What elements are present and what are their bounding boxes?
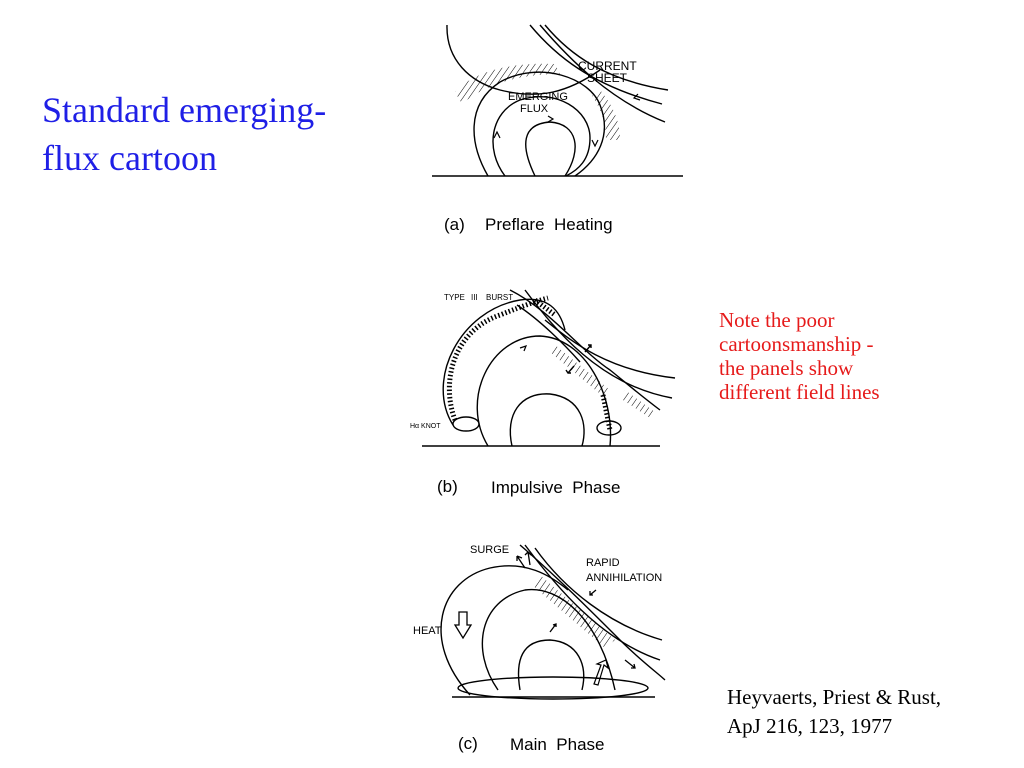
panel-a-label-emerging: EMERGING: [508, 91, 568, 103]
citation-line-2: ApJ 216, 123, 1977: [727, 714, 893, 738]
panel-b-label-roman: III: [471, 293, 478, 302]
citation-line-1: Heyvaerts, Priest & Rust,: [727, 685, 942, 709]
slide-title-line-1: Standard emerging-: [42, 90, 327, 130]
panel-c-arrow-icon: [590, 590, 596, 595]
panel-b-caption: Impulsive Phase: [491, 478, 621, 497]
panel-a-label-current: CURRENT: [578, 59, 637, 73]
panel-c-caption: Main Phase: [510, 735, 605, 754]
note-line-1: Note the poor: [719, 308, 835, 332]
slide-title-line-2: flux cartoon: [42, 138, 217, 178]
panel-a-arrow-icon: [548, 116, 553, 122]
panel-b-current-sheet: [550, 345, 610, 398]
panel-c-inner-loop: [519, 640, 584, 690]
panel-b-ambient-line: [517, 305, 580, 362]
panel-c-annihilation-sheet: [532, 575, 615, 648]
panel-a-arrow-icon: [494, 132, 500, 138]
panel-b-ambient-line: [510, 290, 660, 410]
note-line-4: different field lines: [719, 380, 880, 404]
panel-b: [410, 290, 675, 446]
panel-c-heat-arrow-icon: [455, 612, 471, 638]
panel-b-caption-letter: (b): [437, 477, 458, 496]
panel-c-label-surge: SURGE: [470, 544, 510, 556]
panel-c-label-annihilation: ANNIHILATION: [586, 572, 663, 584]
panel-b-label-knot: Hα KNOT: [410, 423, 441, 430]
panel-a-arrow-icon: [592, 140, 598, 146]
panel-a-label-flux: FLUX: [520, 103, 549, 115]
panel-b-label-type: TYPE: [444, 293, 465, 302]
panel-b-inner-loop: [510, 394, 584, 446]
note-line-2: cartoonsmanship -: [719, 332, 874, 356]
panel-b-hatch-streak: [620, 390, 655, 418]
panel-c-label-rapid: RAPID: [586, 557, 620, 569]
panel-b-arrow-icon: [520, 346, 526, 351]
panel-a-label-sheet: SHEET: [587, 71, 628, 85]
panel-c: [413, 544, 665, 699]
panel-a-caption-letter: (a): [444, 215, 465, 234]
panel-c-surge-arrow-icon: [525, 552, 531, 565]
panel-c-base-disk: [458, 677, 648, 699]
panel-b-knot-left: [453, 417, 479, 431]
panel-c-hollow-arrow-icon: [594, 660, 608, 685]
panel-c-arrow-icon: [625, 660, 635, 668]
panel-b-label-burst: BURST: [486, 293, 514, 302]
panel-c-label-heat: HEAT: [413, 625, 442, 637]
panel-c-arrow-icon: [550, 624, 556, 632]
panel-c-caption-letter: (c): [458, 734, 478, 753]
panel-a-caption: Preflare Heating: [485, 215, 613, 234]
panel-a-inner-loop: [526, 122, 575, 176]
note-line-3: the panels show: [719, 356, 854, 380]
panel-a: [432, 25, 683, 176]
